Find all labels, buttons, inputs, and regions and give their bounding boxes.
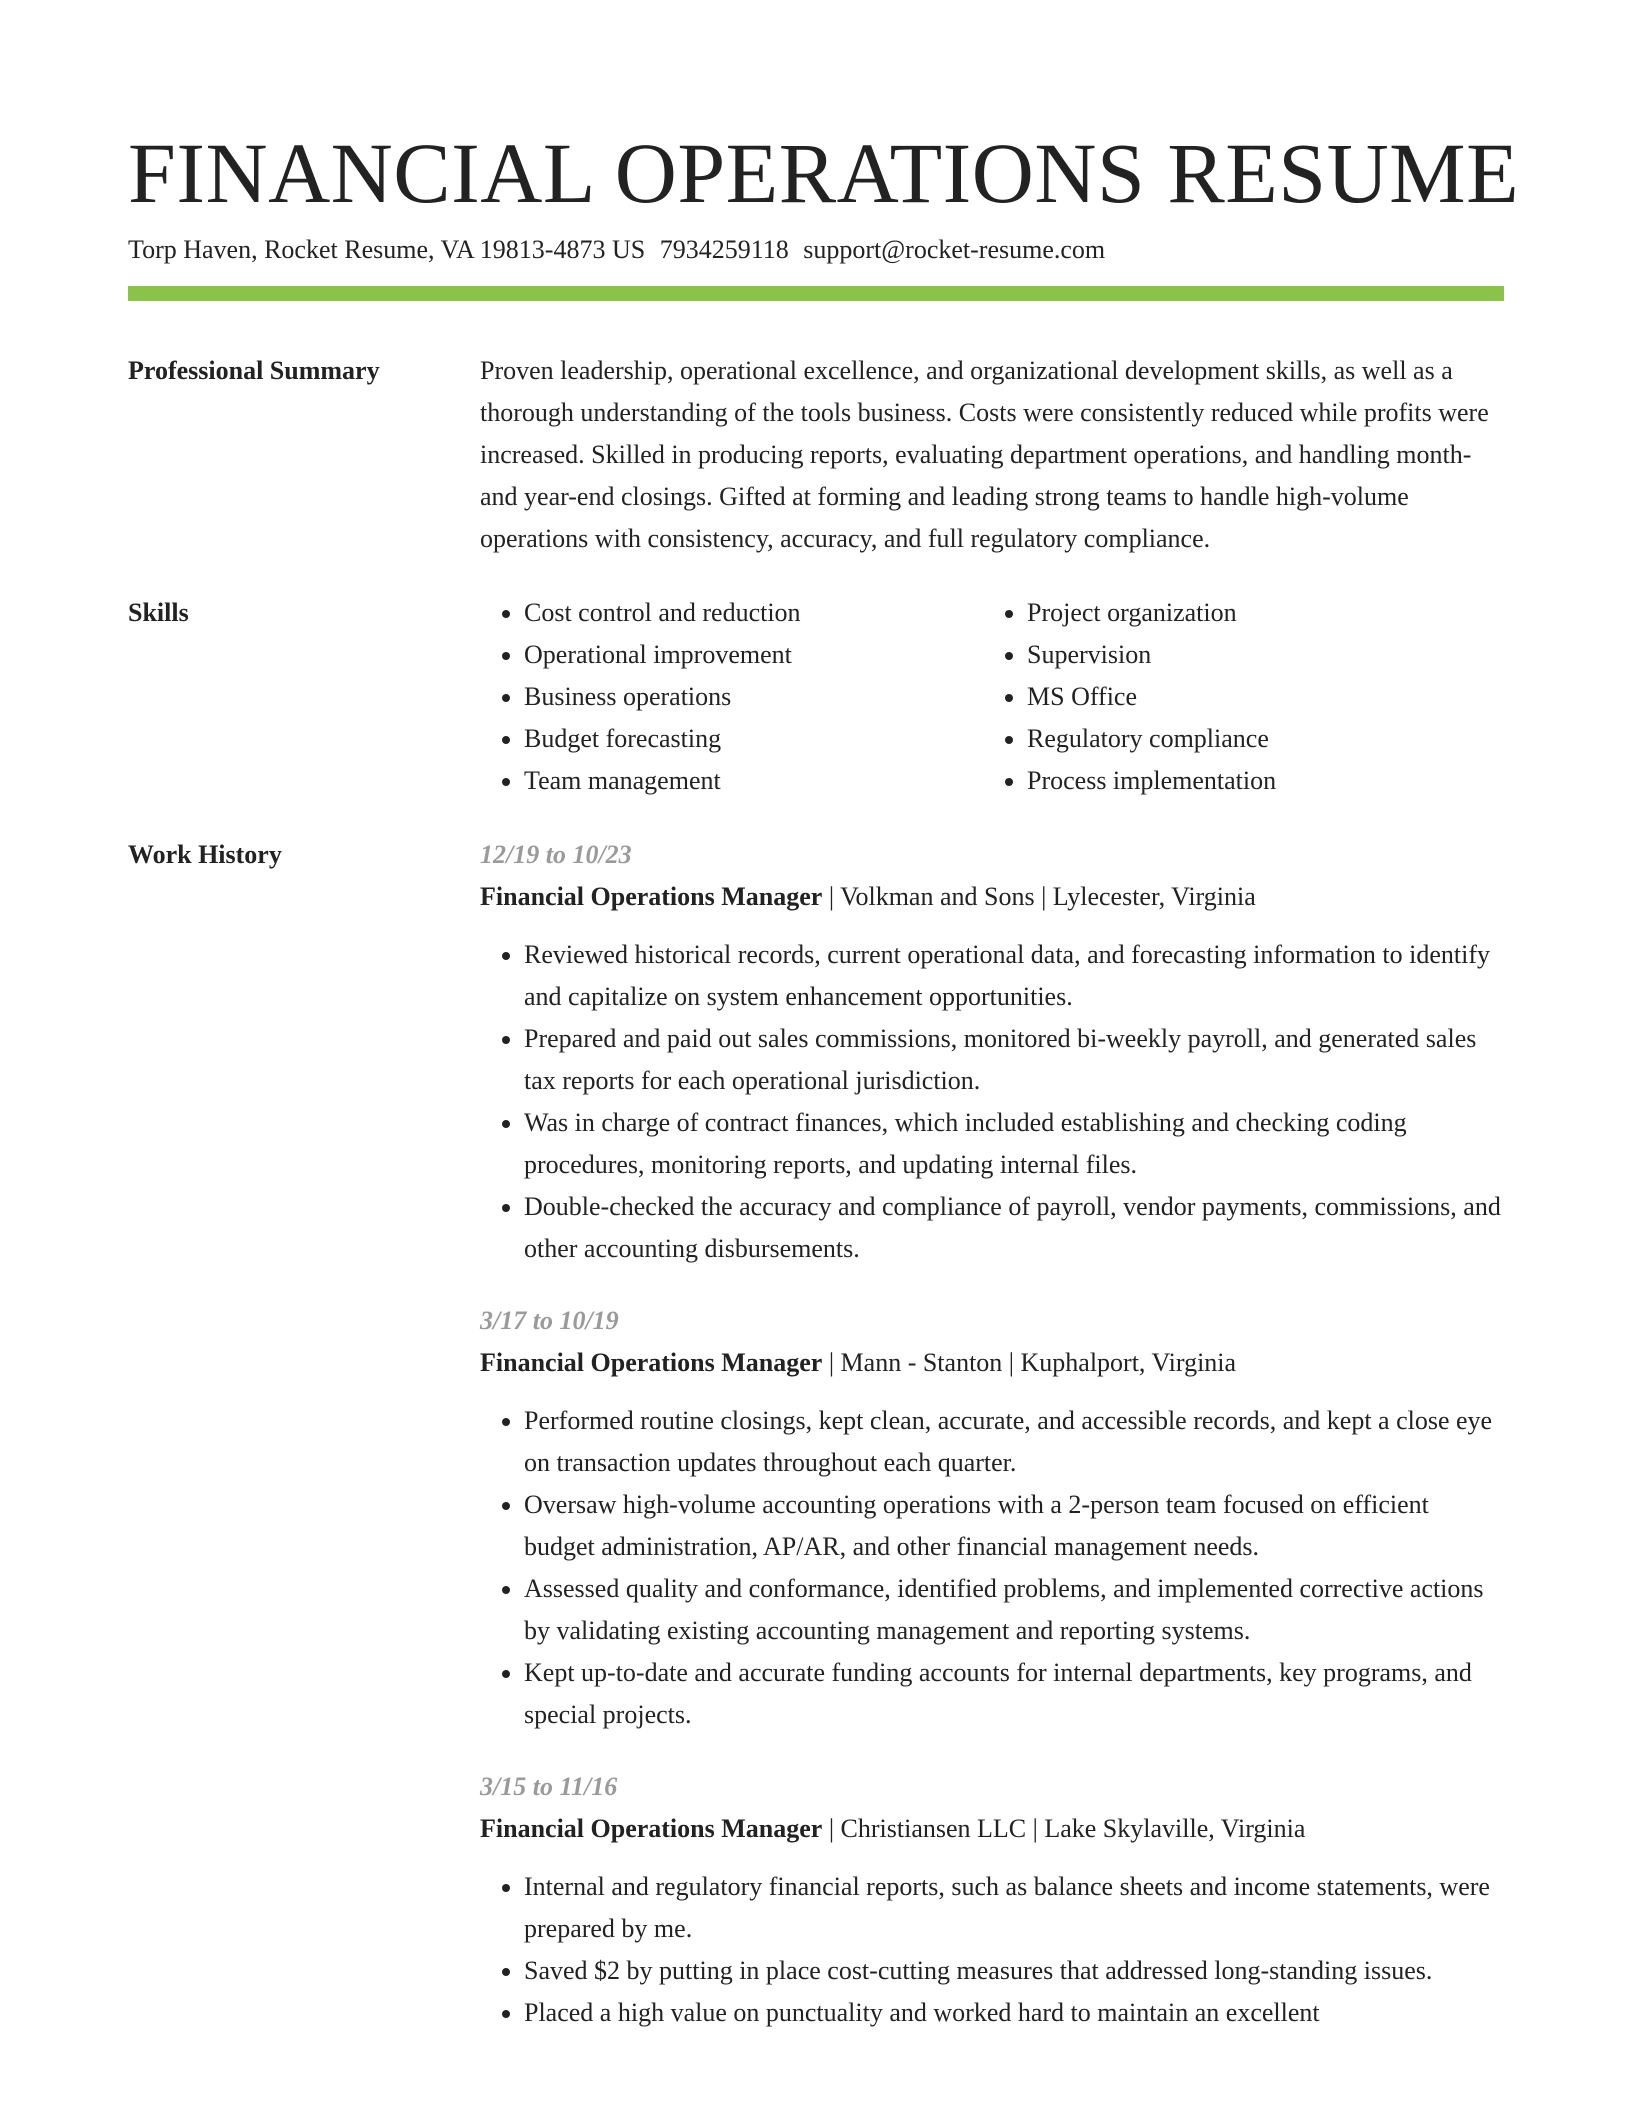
contact-line [128,232,1105,268]
job-bullet: • Assessed quality and conformance, identified problems, and implemented corrective actions by validating existing accounting management and reporting systems. [524,1568,1504,1652]
skill-item: • Process implementation [1027,760,1486,802]
job-dates: 3/15 to 11/16 [480,1772,618,1801]
job-bullet: • Reviewed historical records, current operational data, and forecasting information to identify and capitalize on system enhancement opportunities. [524,934,1504,1018]
job-details: | Mann - Stanton | Kuphalport, Virginia [822,1348,1237,1377]
skills-list-left [480,592,983,802]
job-bullet: • Placed a high value on punctuality and worked hard to maintain an excellent [524,1992,1504,2034]
job-entry [480,834,1504,1270]
job-bullets [480,934,1504,1270]
skills-list-right [983,592,1486,802]
contact-phone: 7934259118 [659,235,789,264]
resume-content [128,350,1504,2096]
skill-item: • Operational improvement [524,634,983,676]
job-bullet: • Double-checked the accuracy and compliance of payroll, vendor payments, commissions, and other accounting disbursements. [524,1186,1504,1270]
skills-heading: Skills [128,598,189,627]
summary-heading: Professional Summary [128,356,380,385]
contact-address: Torp Haven, Rocket Resume, VA 19813-4873 US [128,235,646,264]
job-entry [480,1300,1504,1736]
job-bullet: • Saved $2 by putting in place cost-cutting measures that addressed long-standing issues. [524,1950,1504,1992]
work-history-body [480,834,1504,2064]
skills-grid [480,592,1504,802]
job-bullet: • Internal and regulatory financial reports, such as balance sheets and income statements, were prepared by me. [524,1866,1504,1950]
skill-item: • Team management [524,760,983,802]
job-bullet: • Oversaw high-volume accounting operations with a 2-person team focused on efficient budget administration, AP/AR, and other financial management needs. [524,1484,1504,1568]
job-heading [480,1342,1504,1384]
job-bullet: • Kept up-to-date and accurate funding accounts for internal departments, key programs, and special projects. [524,1652,1504,1736]
skill-item: • Regulatory compliance [1027,718,1486,760]
skill-item: • Supervision [1027,634,1486,676]
resume-title: FINANCIAL OPERATIONS RESUME [128,125,1520,221]
skill-item: • Budget forecasting [524,718,983,760]
summary-body [480,350,1504,560]
skill-item: • Project organization [1027,592,1486,634]
summary-text: Proven leadership, operational excellence, and organizational development skills, as well as a thorough understanding of the tools business. Costs were consistently reduced while profits were increased. Skilled in producing reports, evaluating department operations, and handling month- and year-end closings. Gifted at forming and leading strong teams to handle high-volume operations with consistency, accuracy, and full regulatory compliance. [480,356,1489,553]
job-bullets [480,1400,1504,1736]
job-title: Financial Operations Manager [480,1348,823,1377]
job-bullet: • Performed routine closings, kept clean, accurate, and accessible records, and kept a close eye on transaction updates throughout each quarter. [524,1400,1504,1484]
job-dates: 12/19 to 10/23 [480,840,632,869]
job-bullets [480,1866,1504,2034]
job-bullet: • Prepared and paid out sales commissions, monitored bi-weekly payroll, and generated sales tax reports for each operational jurisdiction. [524,1018,1504,1102]
summary-section [128,350,1504,560]
job-title: Financial Operations Manager [480,882,823,911]
job-heading [480,876,1504,918]
contact-email: support@rocket-resume.com [803,235,1106,264]
job-bullet: • Was in charge of contract finances, which included establishing and checking coding procedures, monitoring reports, and updating internal files. [524,1102,1504,1186]
work-history-section [128,834,1504,2064]
job-heading [480,1808,1504,1850]
job-details: | Christiansen LLC | Lake Skylaville, Virginia [822,1814,1306,1843]
skill-item: • Business operations [524,676,983,718]
skill-item: • MS Office [1027,676,1486,718]
work-history-heading: Work History [128,840,282,869]
job-entry [480,1766,1504,2034]
accent-divider [128,286,1504,301]
skill-item: • Cost control and reduction [524,592,983,634]
skills-section [128,592,1504,802]
job-dates: 3/17 to 10/19 [480,1306,619,1335]
job-title: Financial Operations Manager [480,1814,823,1843]
job-details: | Volkman and Sons | Lylecester, Virginia [822,882,1256,911]
